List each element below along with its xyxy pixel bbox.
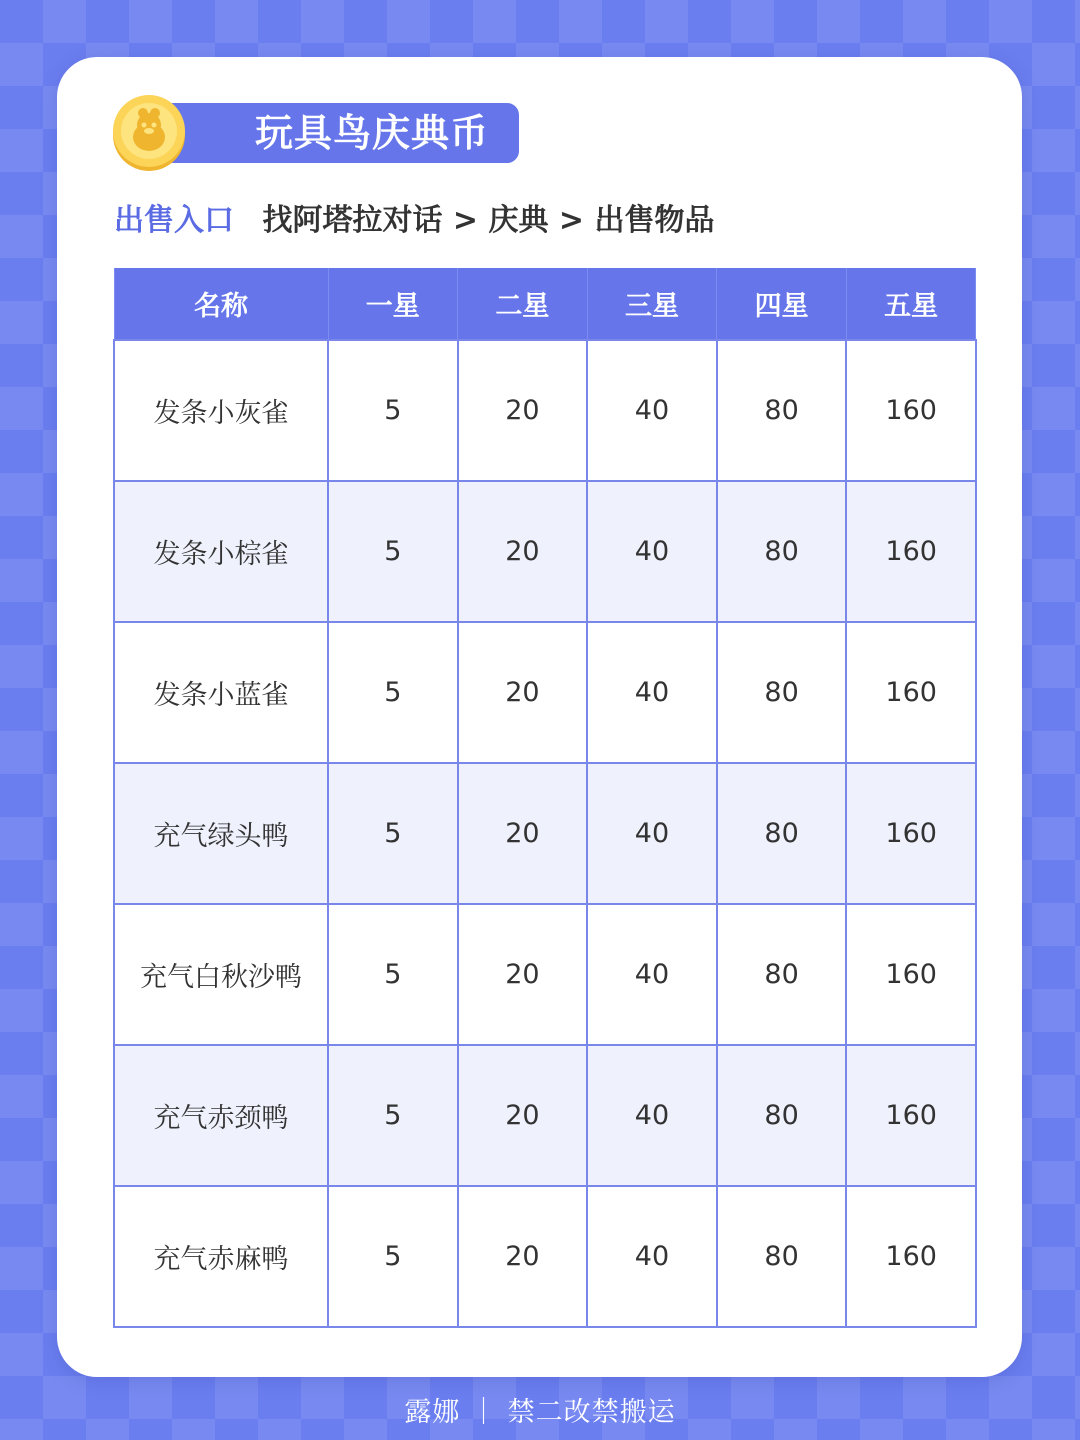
price-5star: 160 [846, 763, 976, 904]
price-1star: 5 [328, 1045, 458, 1186]
price-1star: 5 [328, 340, 458, 481]
price-2star: 20 [458, 481, 588, 622]
table-row [114, 1045, 976, 1186]
price-5star: 160 [846, 481, 976, 622]
column-header-1star: 一星 [328, 268, 458, 340]
price-1star: 5 [328, 1186, 458, 1327]
price-1star: 5 [328, 763, 458, 904]
price-2star: 20 [458, 1186, 588, 1327]
item-name: 充气白秋沙鸭 [114, 904, 328, 1045]
table-row [114, 622, 976, 763]
price-2star: 20 [458, 1045, 588, 1186]
price-4star: 80 [717, 340, 847, 481]
price-5star: 160 [846, 904, 976, 1045]
price-2star: 20 [458, 763, 588, 904]
column-header-name: 名称 [114, 268, 328, 340]
price-4star: 80 [717, 904, 847, 1045]
price-5star: 160 [846, 340, 976, 481]
price-3star: 40 [587, 1045, 717, 1186]
item-name: 充气赤颈鸭 [114, 1045, 328, 1186]
page-title: 玩具鸟庆典币 [159, 103, 519, 163]
price-4star: 80 [717, 763, 847, 904]
table-row [114, 763, 976, 904]
price-3star: 40 [587, 904, 717, 1045]
price-4star: 80 [717, 1186, 847, 1327]
price-3star: 40 [587, 340, 717, 481]
table-row [114, 481, 976, 622]
item-name: 发条小灰雀 [114, 340, 328, 481]
price-4star: 80 [717, 1045, 847, 1186]
price-1star: 5 [328, 481, 458, 622]
column-header-4star: 四星 [717, 268, 847, 340]
price-5star: 160 [846, 622, 976, 763]
column-header-3star: 三星 [587, 268, 717, 340]
table-row [114, 1186, 976, 1327]
price-2star: 20 [458, 340, 588, 481]
sale-entry [114, 195, 715, 239]
info-card [57, 57, 1022, 1377]
price-1star: 5 [328, 622, 458, 763]
price-5star: 160 [846, 1045, 976, 1186]
item-name: 发条小蓝雀 [114, 622, 328, 763]
sale-entry-label: 出售入口 [114, 203, 234, 238]
price-table [113, 268, 977, 1328]
price-4star: 80 [717, 481, 847, 622]
item-name: 充气绿头鸭 [114, 763, 328, 904]
price-3star: 40 [587, 763, 717, 904]
price-2star: 20 [458, 622, 588, 763]
price-4star: 80 [717, 622, 847, 763]
item-name: 发条小棕雀 [114, 481, 328, 622]
price-2star: 20 [458, 904, 588, 1045]
sale-entry-path: 找阿塔拉对话 > 庆典 > 出售物品 [262, 203, 715, 238]
price-3star: 40 [587, 481, 717, 622]
price-3star: 40 [587, 622, 717, 763]
price-1star: 5 [328, 904, 458, 1045]
table-header-row [114, 268, 976, 340]
item-name: 充气赤麻鸭 [114, 1186, 328, 1327]
column-header-2star: 二星 [458, 268, 588, 340]
footer-credit: 露娜 ｜ 禁二改禁搬运 [404, 1397, 676, 1428]
price-5star: 160 [846, 1186, 976, 1327]
table-row [114, 904, 976, 1045]
table-row [114, 340, 976, 481]
column-header-5star: 五星 [846, 268, 976, 340]
price-3star: 40 [587, 1186, 717, 1327]
toy-bird-coin-icon [107, 91, 191, 173]
